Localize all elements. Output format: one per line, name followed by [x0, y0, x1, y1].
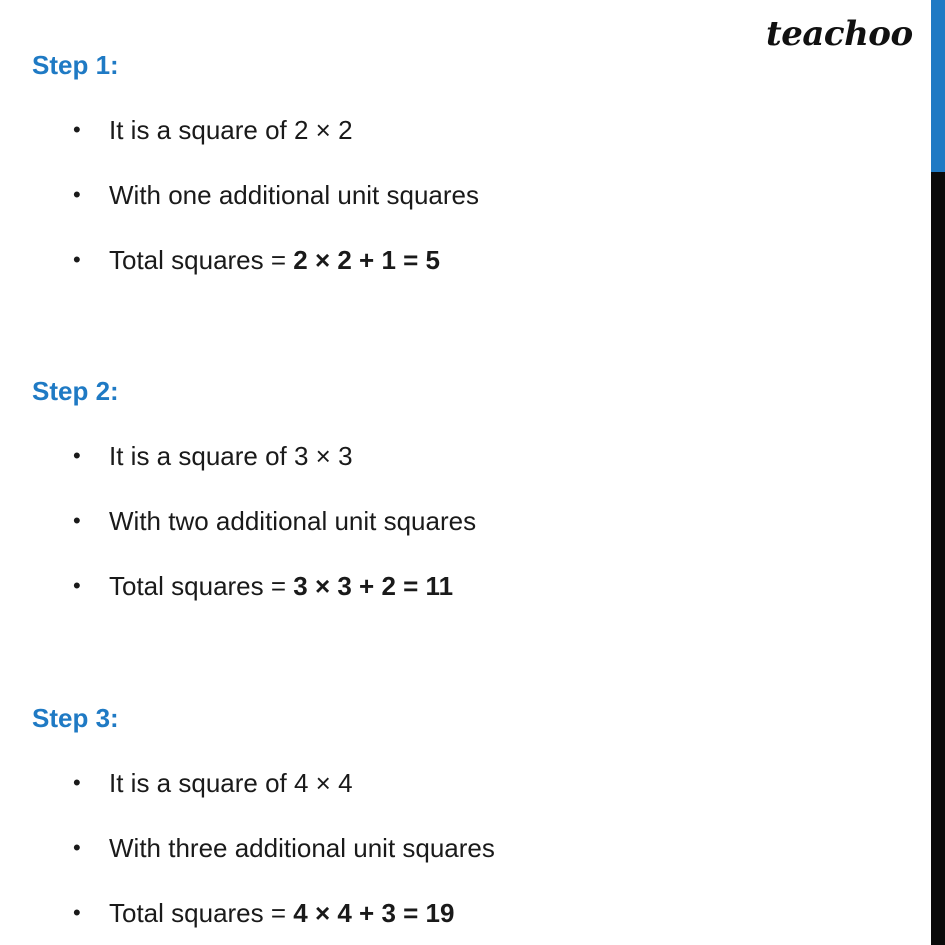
list-item: [32, 570, 892, 635]
bullet-dot-icon: •: [73, 900, 81, 925]
bullet-dot-icon: •: [73, 770, 81, 795]
bullet-dot-icon: •: [73, 443, 81, 468]
step-3-title: Step 3:: [32, 703, 119, 733]
right-side-bar: [931, 0, 945, 945]
bullet-text: With three additional unit squares: [109, 833, 495, 863]
step-2-title: Step 2:: [32, 376, 119, 406]
step-3-section: [32, 702, 892, 945]
side-bar-accent: [931, 0, 945, 172]
list-item: [32, 767, 892, 832]
step-3-bullets: [32, 767, 892, 945]
bullet-dot-icon: •: [73, 117, 81, 142]
bullet-dot-icon: •: [73, 573, 81, 598]
bullet-text: Total squares =: [109, 245, 294, 275]
step-2-bullets: [32, 440, 892, 635]
list-item: [32, 440, 892, 505]
bullet-text: With one additional unit squares: [109, 180, 480, 210]
list-item: [32, 179, 892, 244]
bullet-text: With two additional unit squares: [109, 506, 477, 536]
bullet-dot-icon: •: [73, 182, 81, 207]
bullet-dot-icon: •: [73, 247, 81, 272]
bullet-formula: 4 × 4 + 3 = 19: [293, 898, 455, 928]
list-item: [32, 244, 892, 309]
bullet-text: Total squares =: [109, 571, 294, 601]
bullet-text: It is a square of 4 × 4: [109, 768, 353, 798]
step-1-title: Step 1:: [32, 50, 119, 80]
list-item: [32, 832, 892, 897]
list-item: [32, 114, 892, 179]
bullet-text: It is a square of 3 × 3: [109, 441, 353, 471]
step-1-section: [32, 49, 892, 309]
bullet-formula: 3 × 3 + 2 = 11: [293, 571, 454, 601]
bullet-formula: 2 × 2 + 1 = 5: [293, 245, 441, 275]
bullet-text: It is a square of 2 × 2: [109, 115, 353, 145]
list-item: [32, 505, 892, 570]
step-2-section: [32, 375, 892, 635]
bullet-dot-icon: •: [73, 508, 81, 533]
step-1-bullets: [32, 114, 892, 309]
teachoo-logo: teachoo: [766, 14, 913, 54]
bullet-text: Total squares =: [109, 898, 294, 928]
list-item: [32, 897, 892, 945]
bullet-dot-icon: •: [73, 835, 81, 860]
